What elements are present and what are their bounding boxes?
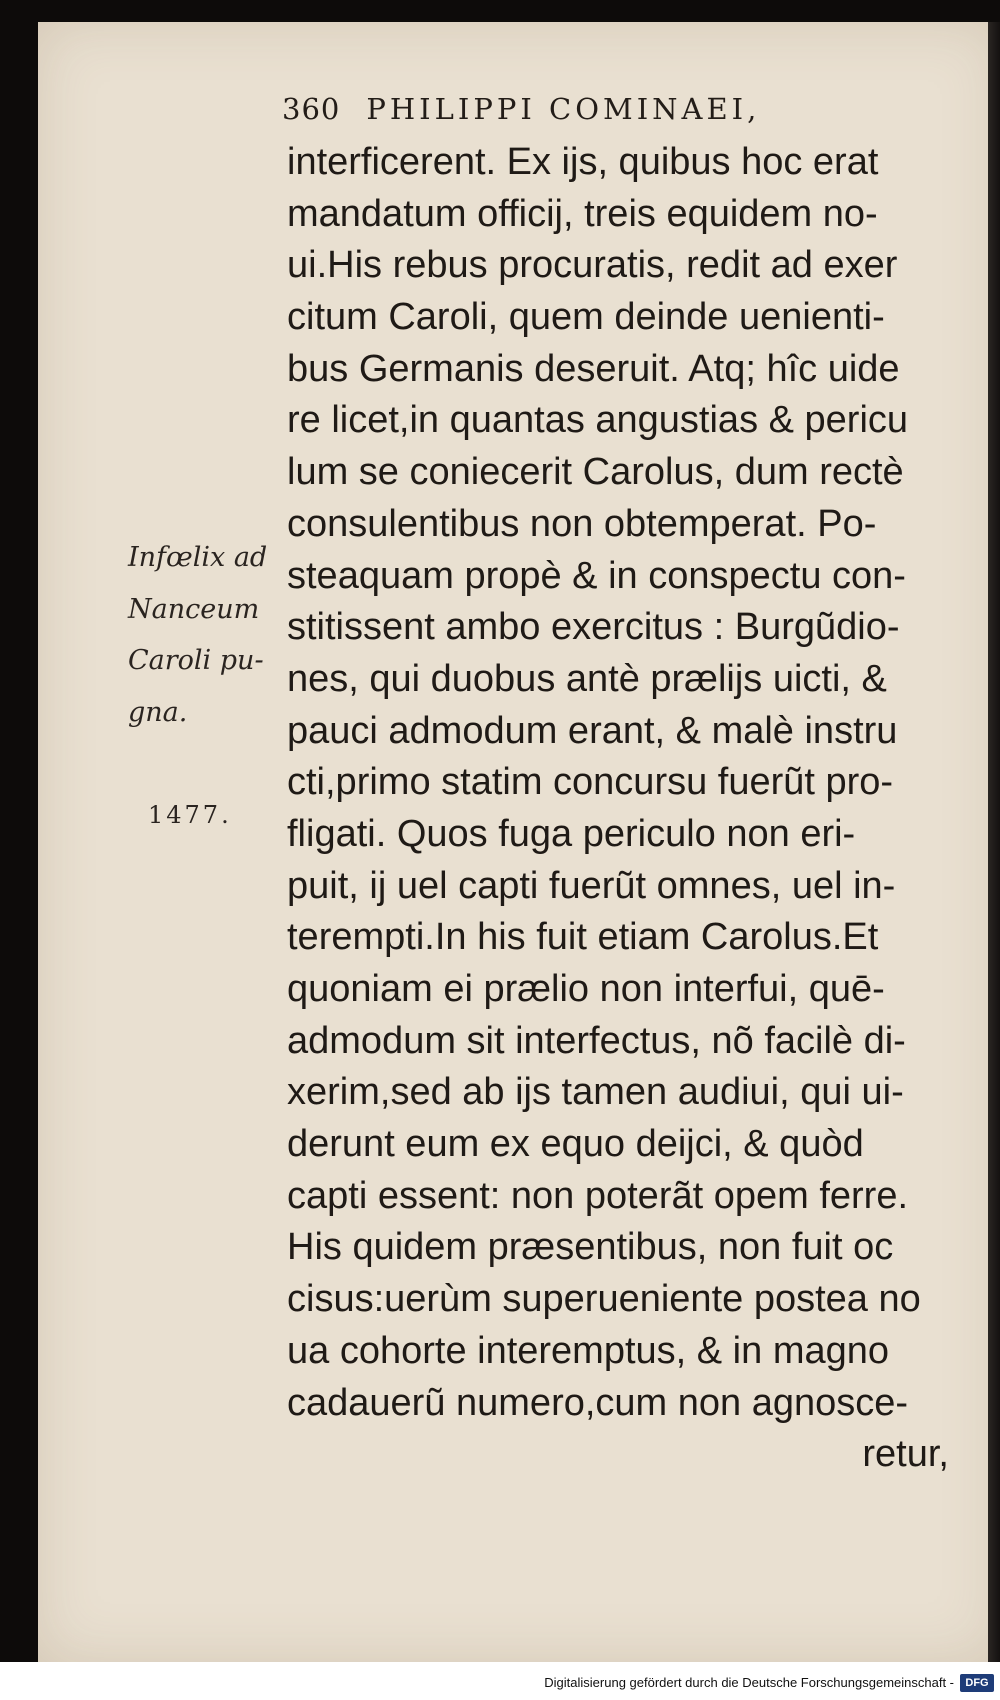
text-line: ua cohorte interemptus, & in magno [287,1329,890,1372]
text-line: capti essent: non poterãt opem ferre. [287,1174,909,1217]
text-line: cadauerũ numero,cum non agnosce- [287,1381,909,1424]
text-line: re licet,in quantas angustias & pericu [287,399,909,442]
marginal-year: 1477. [148,801,232,829]
marginal-note-line: gna. [128,697,188,729]
text-line: fligati. Quos fuga periculo non eri- [287,812,856,855]
text-line: steaquam propè & in conspectu con- [287,554,906,597]
marginal-note-line: Infœlix ad [128,542,268,573]
text-line: consulentibus non obtemperat. Po- [287,502,877,545]
text-line: terempti.In his fuit etiam Carolus.Et [287,916,879,959]
text-line: admodum sit interfectus, nõ facilè di- [287,1019,906,1062]
text-line: xerim,sed ab ijs tamen audiui, qui ui- [287,1071,904,1114]
marginal-note [128,532,267,739]
text-line: interficerent. Ex ijs, quibus hoc erat [287,141,879,183]
text-line: ui.His rebus procuratis, redit ad exer [287,244,898,287]
catchword: retur, [862,1433,949,1476]
page-edge [988,22,1000,1662]
text-line: quoniam ei prælio non interfui, quē- [287,968,885,1010]
text-line: cti,primo statim concursu fuerũt pro- [287,761,894,804]
text-line: bus Germanis deseruit. Atq; hîc uide [287,347,900,390]
text-line: pauci admodum erant, & malè instru [287,709,898,752]
funding-credit: Digitalisierung gefördert durch die Deutsche Forschungsgemeinschaft - [544,1675,954,1690]
running-head [282,92,760,126]
text-line: cisus:uerùm superueniente postea no [287,1278,921,1321]
text-line: derunt eum ex equo deijci, & quòd [287,1123,864,1166]
marginal-note-line: Caroli pu- [128,645,264,677]
text-line: mandatum officij, treis equidem no- [287,192,878,235]
text-line: citum Caroli, quem deinde uenienti- [287,296,885,339]
marginal-note-line: Nanceum [128,593,260,625]
text-line: lum se coniecerit Carolus, dum rectè [287,451,904,494]
text-line: His quidem præsentibus, non fuit oc [287,1226,894,1269]
running-title: PHILIPPI COMINAEI, [366,92,761,126]
text-line: nes, qui duobus antè prælijs uicti, & [287,657,887,700]
text-line: stitissent ambo exercitus : Burgũdio- [287,606,900,649]
page-number: 360 [282,92,341,126]
body-text [287,137,957,1481]
dfg-logo: DFG [960,1674,994,1692]
text-line: puit, ij uel capti fuerũt omnes, uel in- [287,864,896,907]
footer-bar [0,1662,1000,1700]
